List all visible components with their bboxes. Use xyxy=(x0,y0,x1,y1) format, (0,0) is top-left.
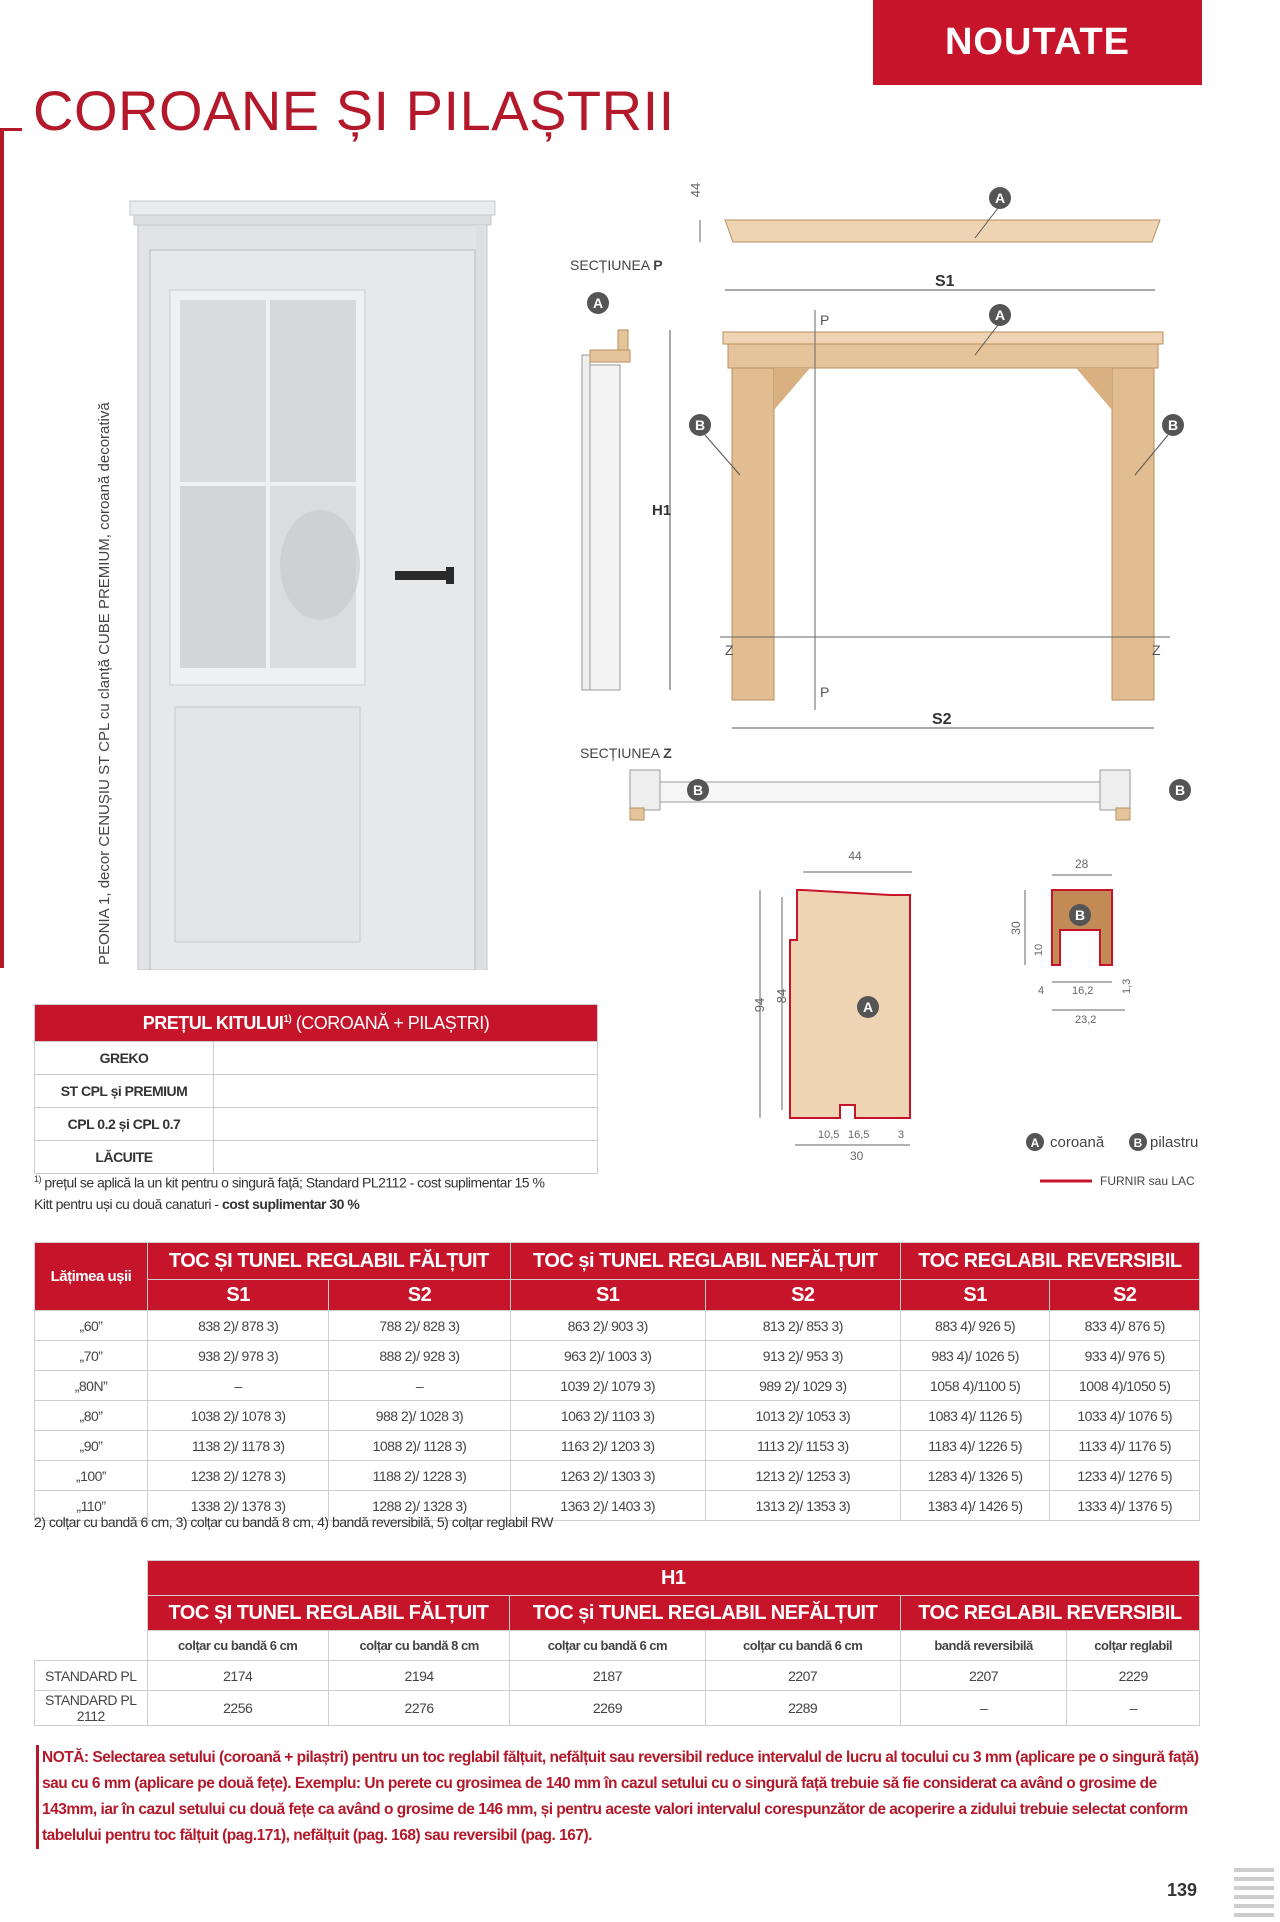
page-title: COROANE ȘI PILAȘTRII xyxy=(33,79,675,142)
width-table: Lățimea ușii TOC ȘI TUNEL REGLABIL FĂLȚUIT TOC și TUNEL REGLABIL NEFĂLȚUIT TOC REGLABIL REVERSIBIL S1 S2 S1 S2 S1 S2 „60” 838 2)/ 878 3) 788 2)/ 828 3) 863 2)/ 903 3) 813 2)/ 853 3) 883 4)/ 926 5) 833 4)/ 876 5) „70” 938 2)/ 978 3) 888 2)/ 928 3) 963 2)/ 1003 3) 913 2)/ 953 3) 983 4)/ 1026 5) 933 4)/ 976 5) „80N” – – 1039 2)/ 1079 3) 989 2)/ 1029 3) 1058 4)/1100 5) 1008 4)/1050 5) „80” 1038 2)/ 1078 3) 988 2)/ 1028 3) 1063 2)/ 1103 3) 1013 2)/ 1053 3) 1083 4)/ 1126 5) 1033 4)/ 1076 5) „90” 1138 2)/ 1178 3) 1088 2)/ 1128 3) 1163 2)/ 1203 3) 1113 2)/ 1153 3) 1183 4)/ 1226 5) 1133 4)/ 1176 5) „100” 1238 2)/ 1278 3) 1188 2)/ 1228 3) 1263 2)/ 1303 3) 1213 2)/ 1253 3) 1283 4)/ 1326 5) 1233 4)/ 1276 5) „110” 1338 2)/ 1378 3) 1288 2)/ 1328 3) 1363 2)/ 1403 3) 1313 2)/ 1353 3) 1383 4)/ 1426 5) 1333 4)/ 1376 5) xyxy=(34,1242,1200,1521)
svg-text:B: B xyxy=(1074,907,1086,923)
svg-text:10: 10 xyxy=(1033,943,1045,957)
dim-h1: H1 xyxy=(652,502,672,519)
svg-text:Z: Z xyxy=(725,642,734,658)
group-header: TOC și TUNEL REGLABIL NEFĂLȚUIT xyxy=(510,1243,900,1280)
svg-text:A: A xyxy=(862,999,874,1015)
svg-text:16,2: 16,2 xyxy=(1072,985,1094,997)
table-row: „90” 1138 2)/ 1178 3) 1088 2)/ 1128 3) 1163 2)/ 1203 3) 1113 2)/ 1153 3) 1183 4)/ 1226 5) 1133 4)/ 1176 5) xyxy=(35,1431,1200,1461)
marker-a-1-label: A xyxy=(994,190,1006,206)
dim-s1: S1 xyxy=(935,273,955,290)
table-row: STANDARD PL 2174 2194 2187 2207 2207 2229 xyxy=(35,1661,1200,1691)
svg-text:10,5: 10,5 xyxy=(818,1129,840,1141)
svg-text:A: A xyxy=(592,295,604,311)
frame-front-view xyxy=(723,332,1163,700)
table-row: „80N” – – 1039 2)/ 1079 3) 989 2)/ 1029 3) 1058 4)/1100 5) 1008 4)/1050 5) xyxy=(35,1371,1200,1401)
photo-caption: PEONIA 1, decor CENUȘIU ST CPL cu clanță CUBE PREMIUM, coroană decorativă xyxy=(96,402,113,965)
kit-row-label: CPL 0.2 și CPL 0.7 xyxy=(35,1108,214,1141)
svg-text:A: A xyxy=(994,307,1006,323)
technical-diagram xyxy=(560,170,1280,1200)
svg-text:30: 30 xyxy=(1009,921,1023,935)
svg-text:A: A xyxy=(1030,1136,1040,1150)
kit-row-label: GREKO xyxy=(35,1042,214,1075)
group-header: TOC ȘI TUNEL REGLABIL FĂLȚUIT xyxy=(148,1243,511,1280)
svg-text:28: 28 xyxy=(1075,857,1089,871)
svg-text:30: 30 xyxy=(850,1149,864,1163)
legend-line: FURNIR sau LAC xyxy=(1100,1174,1195,1188)
svg-text:B: B xyxy=(1167,417,1179,433)
svg-text:94: 94 xyxy=(752,997,767,1013)
note-text: NOTĂ: Selectarea setului (coroană + pilaștri) pentru un toc reglabil fălțuit, nefălțuit sau reversibil reduce intervalul de lucru al tocului cu 3 mm (aplicare pe o singură față) sau cu 6 mm (aplicare pe două fețe). Exemplu: Un perete cu grosimea de 140 mm în cazul setului cu o singură față trebuie să fie considerat ca având o grosime de 143mm, iar în cazul setului cu două fețe ca având o grosime de 146 mm, și pentru aceste valori intervalul corespunzător de acoperire a zidului trebuie selectat conform tabelului pentru toc fălțuit (pag.171), nefălțuit (pag. 168) sau reversibil (pag. 167). xyxy=(42,1749,1199,1844)
section-z-label: SECȚIUNEA Z xyxy=(580,745,672,761)
legend-b: pilastru xyxy=(1150,1134,1199,1151)
svg-text:23,2: 23,2 xyxy=(1075,1014,1097,1026)
kit-footnote-2: Kitt pentru uși cu două canaturi - cost suplimentar 30 % xyxy=(34,1196,360,1212)
kit-price-table xyxy=(34,1004,598,1174)
legend-a: coroană xyxy=(1050,1134,1105,1151)
svg-text:B: B xyxy=(694,417,706,433)
svg-text:P: P xyxy=(820,312,830,328)
svg-text:4: 4 xyxy=(1038,985,1045,997)
width-row-header: Lățimea ușii xyxy=(35,1243,148,1311)
kit-footnote-1: $^{1)}$ prețul se aplică la un kit pentru o singură față; Standard PL2112 - cost suplimentar 15 % xyxy=(34,1174,545,1191)
table-row: „110” 1338 2)/ 1378 3) 1288 2)/ 1328 3) 1363 2)/ 1403 3) 1313 2)/ 1353 3) 1383 4)/ 1426 5) 1333 4)/ 1376 5) xyxy=(35,1491,1200,1521)
note-accent-bar xyxy=(36,1745,39,1849)
table-row: „60” 838 2)/ 878 3) 788 2)/ 828 3) 863 2)/ 903 3) 813 2)/ 853 3) 883 4)/ 926 5) 833 4)/ 876 5) xyxy=(35,1311,1200,1341)
svg-text:16,5: 16,5 xyxy=(848,1129,870,1141)
svg-text:84: 84 xyxy=(774,988,789,1004)
table-row: „100” 1238 2)/ 1278 3) 1188 2)/ 1228 3) 1263 2)/ 1303 3) 1213 2)/ 1253 3) 1283 4)/ 1326 5) 1233 4)/ 1276 5) xyxy=(35,1461,1200,1491)
table-row: STANDARD PL 2112 2256 2276 2269 2289 – – xyxy=(35,1691,1200,1726)
legend xyxy=(1026,1133,1198,1188)
table-row: „80” 1038 2)/ 1078 3) 988 2)/ 1028 3) 1063 2)/ 1103 3) 1013 2)/ 1053 3) 1083 4)/ 1126 5) 1033 4)/ 1076 5) xyxy=(35,1401,1200,1431)
decorative-lines xyxy=(1234,1868,1274,1922)
svg-text:B: B xyxy=(692,782,704,798)
crown-top-view xyxy=(688,183,1160,242)
profile-b-detail xyxy=(1009,857,1133,1026)
kit-row-label: ST CPL și PREMIUM xyxy=(35,1075,214,1108)
group-header: TOC REGLABIL REVERSIBIL xyxy=(900,1243,1199,1280)
page-number: 139 xyxy=(1167,1880,1198,1900)
svg-text:B: B xyxy=(1174,782,1186,798)
side-accent-bar xyxy=(0,128,4,968)
h1-table: H1 TOC ȘI TUNEL REGLABIL FĂLȚUIT TOC și TUNEL REGLABIL NEFĂLȚUIT TOC REGLABIL REVERSIBIL colțar cu bandă 6 cm colțar cu bandă 8 cm colțar cu bandă 6 cm colțar cu bandă 6 cm bandă reversibilă colțar reglabil STANDARD PL 2174 2194 2187 2207 2207 2229 STANDARD PL 2112 2256 2276 2269 2289 – – xyxy=(34,1560,1200,1726)
svg-text:44: 44 xyxy=(848,849,862,863)
svg-text:3: 3 xyxy=(898,1129,905,1141)
svg-text:Z: Z xyxy=(1152,642,1161,658)
door-illustration xyxy=(120,195,505,970)
profile-a-detail xyxy=(752,849,912,1163)
section-p-label: SECȚIUNEA P xyxy=(570,257,663,273)
dim-44-top: 44 xyxy=(688,182,703,198)
h1-title: H1 xyxy=(147,1561,1200,1596)
kit-price-title: PREȚUL KITULUI$^{1)}$ (COROANĂ + PILAȘTRI) xyxy=(35,1005,598,1042)
svg-text:B: B xyxy=(1133,1136,1143,1150)
kit-row-label: LĂCUITE xyxy=(35,1141,214,1174)
width-footnote: 2) colțar cu bandă 6 cm, 3) colțar cu bandă 8 cm, 4) bandă reversibilă, 5) colțar reglabil RW xyxy=(34,1514,553,1530)
svg-text:1,3: 1,3 xyxy=(1121,978,1133,994)
new-badge: NOUTATE xyxy=(873,0,1202,85)
table-row: „70” 938 2)/ 978 3) 888 2)/ 928 3) 963 2)/ 1003 3) 913 2)/ 953 3) 983 4)/ 1026 5) 933 4)/ 976 5) xyxy=(35,1341,1200,1371)
dim-s2: S2 xyxy=(932,711,952,728)
svg-text:P: P xyxy=(820,684,830,700)
section-p-profile xyxy=(582,330,630,690)
